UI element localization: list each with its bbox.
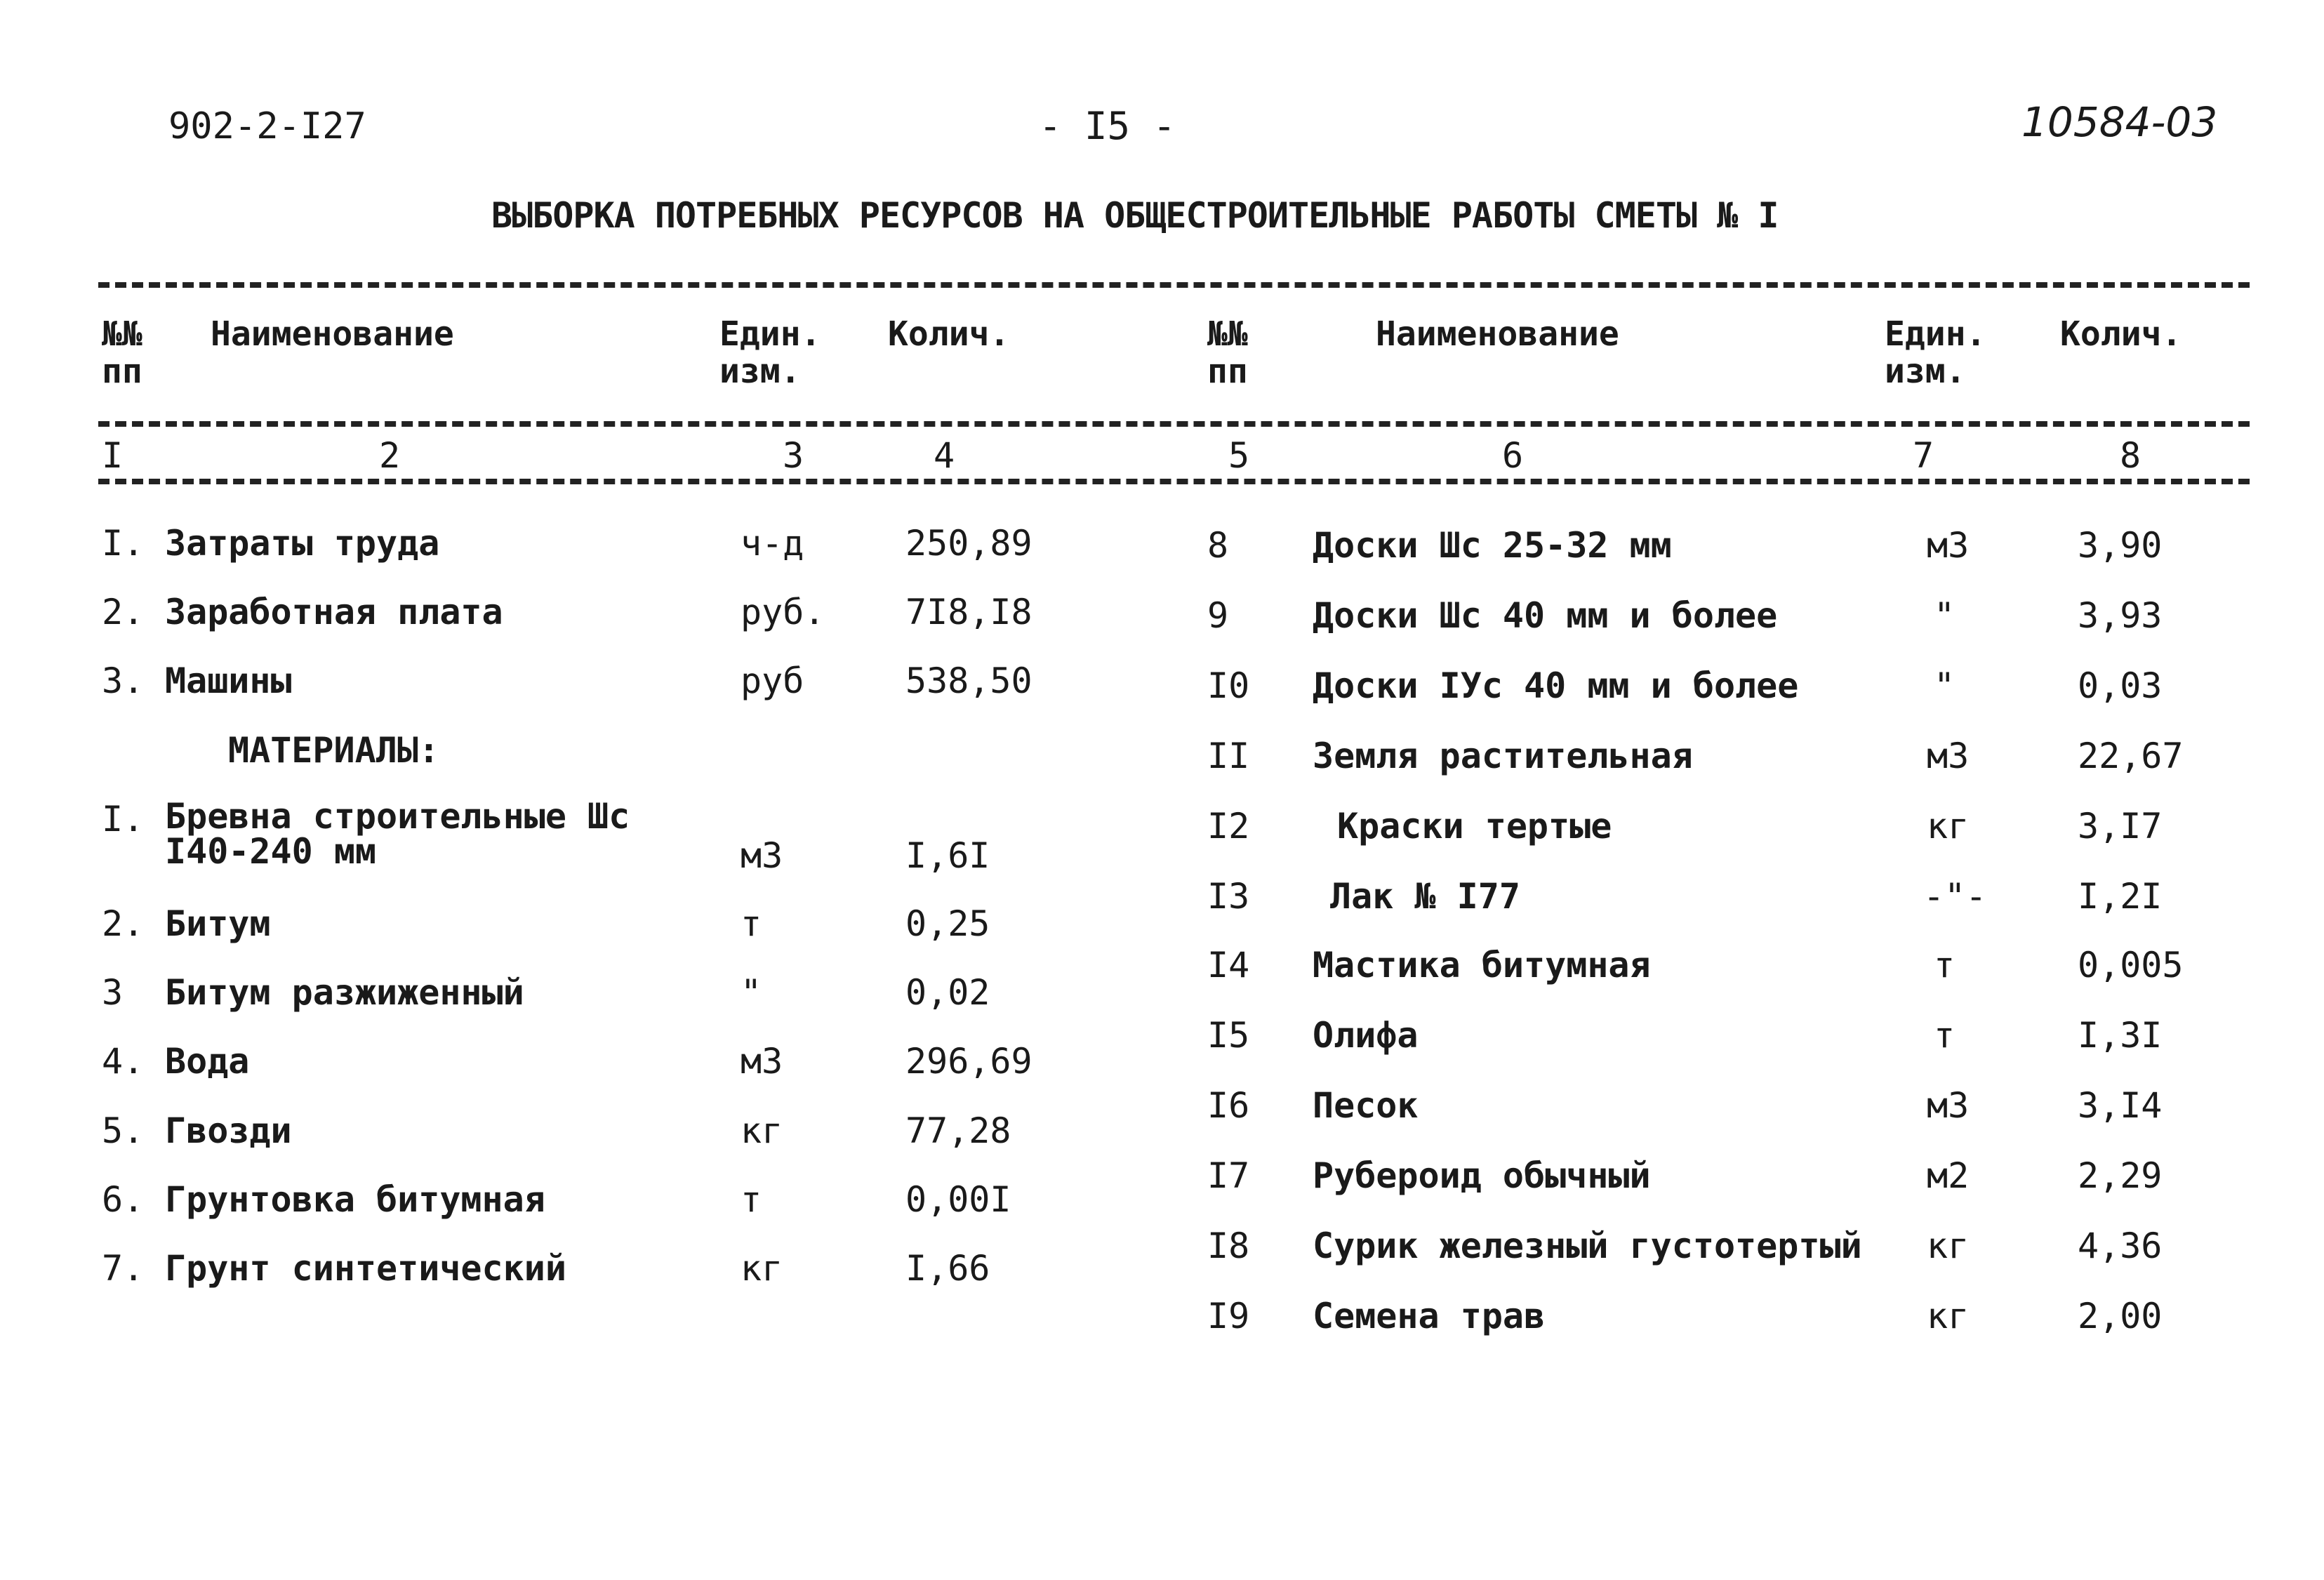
row-qty: 0,00I [905,1179,1011,1220]
row-qty: 2,29 [2078,1155,2163,1196]
row-name: Олифа [1313,1015,1419,1056]
row-qty: 77,28 [905,1110,1011,1151]
column-number: 8 [2120,435,2142,476]
row-number: I3 [1207,876,1250,917]
row-unit: т [1934,945,1956,985]
row-number: 6. [102,1179,145,1220]
row-unit: " [741,972,762,1013]
row-unit: кг [1927,1296,1970,1336]
row-number: 3. [102,660,145,701]
row-qty: 296,69 [905,1041,1032,1082]
row-unit: т [1934,1015,1956,1056]
column-number: 6 [1502,435,1524,476]
row-number: 8 [1207,525,1229,566]
row-number: I4 [1207,945,1250,985]
row-name: Бревна строительные Шс I40-240 мм [165,796,630,872]
row-name: Семена трав [1313,1296,1546,1336]
column-number: 5 [1228,435,1250,476]
column-number: 3 [783,435,804,476]
row-unit: кг [1927,806,1970,847]
row-number: I8 [1207,1226,1250,1266]
row-number: I2 [1207,806,1250,847]
row-name: Доски Шс 40 мм и более [1313,595,1778,636]
row-unit: " [1934,665,1956,706]
row-qty: 3,I7 [2078,806,2163,847]
column-header-qty-left: Колич. [888,314,1010,354]
row-name: Машины [165,660,292,701]
row-number: 5. [102,1110,145,1151]
row-name: Мастика битумная [1313,945,1651,985]
row-number: 9 [1207,595,1229,636]
column-number-rule [98,479,2250,484]
row-number: I5 [1207,1015,1250,1056]
row-qty: 3,I4 [2078,1085,2163,1126]
row-unit: -"- [1923,876,1987,917]
row-unit: м3 [1927,1085,1970,1126]
row-qty: 3,90 [2078,525,2163,566]
row-name: Гвозди [165,1110,292,1151]
row-unit: м3 [741,1041,783,1082]
row-name: Доски Шс 25-32 мм [1313,525,1672,566]
row-qty: 0,25 [905,903,990,944]
document-code: 902-2-I27 [168,105,366,147]
row-qty: 7I8,I8 [905,592,1032,632]
row-unit: руб [741,660,804,701]
row-qty: I,66 [905,1248,990,1289]
column-header-name-left: Наименование [211,314,454,354]
row-unit: кг [1927,1226,1970,1266]
row-name: Земля растительная [1313,736,1693,776]
column-number: 7 [1913,435,1934,476]
row-name: Лак № I77 [1330,876,1520,917]
row-unit: ч-д [741,523,804,564]
column-header-unit-right: Един. изм. [1885,314,1986,391]
row-number: I9 [1207,1296,1250,1336]
row-unit: м2 [1927,1155,1970,1196]
column-header-qty-right: Колич. [2060,314,2182,354]
row-qty: I,6I [905,835,990,876]
row-qty: I,3I [2078,1015,2163,1056]
row-unit: т [741,1179,762,1220]
row-qty: 4,36 [2078,1226,2163,1266]
materials-section-label: МАТЕРИАЛЫ: [228,730,440,771]
row-name: Доски IУс 40 мм и более [1313,665,1799,706]
row-unit: м3 [741,835,783,876]
row-qty: 3,93 [2078,595,2163,636]
row-qty: 0,005 [2078,945,2184,985]
row-name: Затраты труда [165,523,440,564]
row-qty: 0,02 [905,972,990,1013]
row-number: I. [102,799,145,839]
column-header-unit-left: Един. изм. [719,314,821,391]
row-qty: 250,89 [905,523,1032,564]
row-number: I. [102,523,145,564]
table-top-rule [98,282,2250,288]
row-name: Сурик железный густотертый [1313,1226,1862,1266]
row-name: Вода [165,1041,250,1082]
sheet-code: 10584-03 [2021,98,2218,146]
row-number: 4. [102,1041,145,1082]
row-unit: " [1934,595,1956,636]
page-title: ВЫБОРКА ПОТРЕБНЫХ РЕСУРСОВ НА ОБЩЕСТРОИТЕЛЬНЫЕ РАБОТЫ СМЕТЫ № I [491,195,1779,236]
page-number: - I5 - [1039,104,1176,148]
row-unit: руб. [741,592,825,632]
row-number: 3 [102,972,124,1013]
row-number: 7. [102,1248,145,1289]
row-name: Рубероид обычный [1313,1155,1651,1196]
row-unit: м3 [1927,736,1970,776]
column-number: 4 [934,435,955,476]
row-number: I6 [1207,1085,1250,1126]
row-name: Битум [165,903,271,944]
column-number: 2 [379,435,401,476]
row-number: 2. [102,903,145,944]
row-number: II [1207,736,1250,776]
row-qty: 538,50 [905,660,1032,701]
row-unit: кг [741,1110,783,1151]
row-unit: м3 [1927,525,1970,566]
column-header-num-left: №№ пп [102,314,142,391]
row-name: Краски тертые [1337,806,1612,847]
row-qty: 22,67 [2078,736,2184,776]
row-qty: 2,00 [2078,1296,2163,1336]
row-qty: 0,03 [2078,665,2163,706]
row-number: I0 [1207,665,1250,706]
row-name: Битум разжиженный [165,972,524,1013]
row-number: I7 [1207,1155,1250,1196]
row-name: Грунтовка битумная [165,1179,545,1220]
row-number: 2. [102,592,145,632]
row-name: Грунт синтетический [165,1248,566,1289]
column-number: I [102,435,124,476]
header-bottom-rule [98,421,2250,427]
row-unit: кг [741,1248,783,1289]
row-unit: т [741,903,762,944]
row-name: Песок [1313,1085,1419,1126]
row-qty: I,2I [2078,876,2163,917]
column-header-name-right: Наименование [1376,314,1619,354]
row-name: Заработная плата [165,592,503,632]
column-header-num-right: №№ пп [1207,314,1248,391]
